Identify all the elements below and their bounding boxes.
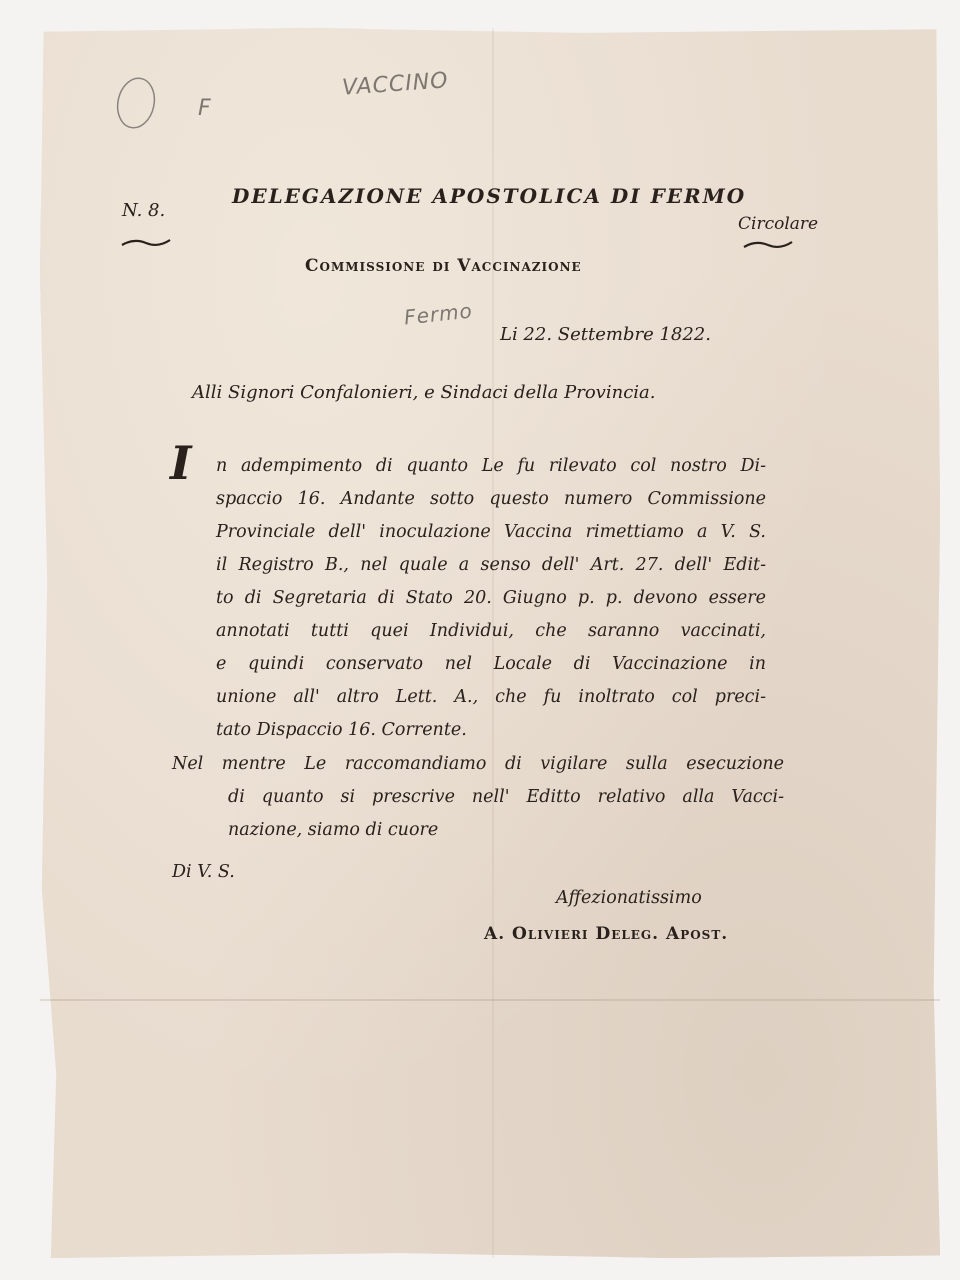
paper-fold	[40, 999, 940, 1001]
addressee-line: Alli Signori Confalonieri, e Sindaci della Provincia.	[192, 382, 656, 403]
body-line: di quanto si prescrive nell' Editto relativo alla Vacci-	[228, 787, 784, 807]
document-paper	[40, 28, 940, 1258]
pencil-letter: F	[198, 96, 212, 121]
body-line: Provinciale dell' inoculazione Vaccina rimettiamo a V. S.	[216, 522, 766, 542]
salutation: Di V. S.	[172, 862, 235, 882]
pencil-fermo-note: Fermo	[402, 298, 474, 330]
document-date: Li 22. Settembre 1822.	[500, 324, 711, 345]
body-line: e quindi conservato nel Locale di Vaccinazione in	[216, 654, 766, 674]
closing-affection: Affezionatissimo	[556, 888, 702, 908]
body-line: tato Dispaccio 16. Corrente.	[216, 720, 467, 740]
document-title: DELEGAZIONE APOSTOLICA DI FERMO	[232, 184, 747, 208]
paper-fold-vertical	[492, 28, 494, 1258]
body-line: annotati tutti quei Individui, che saranno vaccinati,	[216, 621, 766, 641]
circular-number: N. 8.	[122, 200, 166, 221]
body-line: spaccio 16. Andante sotto questo numero Commissione	[216, 489, 766, 509]
swash-ornament	[742, 238, 794, 250]
second-paragraph-first-line: Nel mentre Le raccomandiamo di vigilare sulla esecuzione	[172, 754, 784, 774]
body-line: il Registro B., nel quale a senso dell' Art. 27. dell' Edit-	[216, 555, 766, 575]
body-line: to di Segretaria di Stato 20. Giugno p. p. devono essere	[216, 588, 766, 608]
pencil-vaccino-note: VACCINO	[341, 68, 450, 101]
pencil-zero-mark	[112, 74, 160, 132]
circular-label: Circolare	[738, 214, 819, 234]
signature: A. Olivieri Deleg. Apost.	[484, 924, 729, 944]
body-line: nazione, siamo di cuore	[228, 820, 439, 840]
swash-ornament	[120, 236, 172, 248]
body-line: n adempimento di quanto Le fu rilevato col nostro Di-	[216, 456, 766, 476]
drop-cap-initial: I	[170, 436, 192, 490]
commission-subtitle: Commissione di Vaccinazione	[305, 256, 582, 276]
body-line: unione all' altro Lett. A., che fu inoltrato col preci-	[216, 687, 766, 707]
